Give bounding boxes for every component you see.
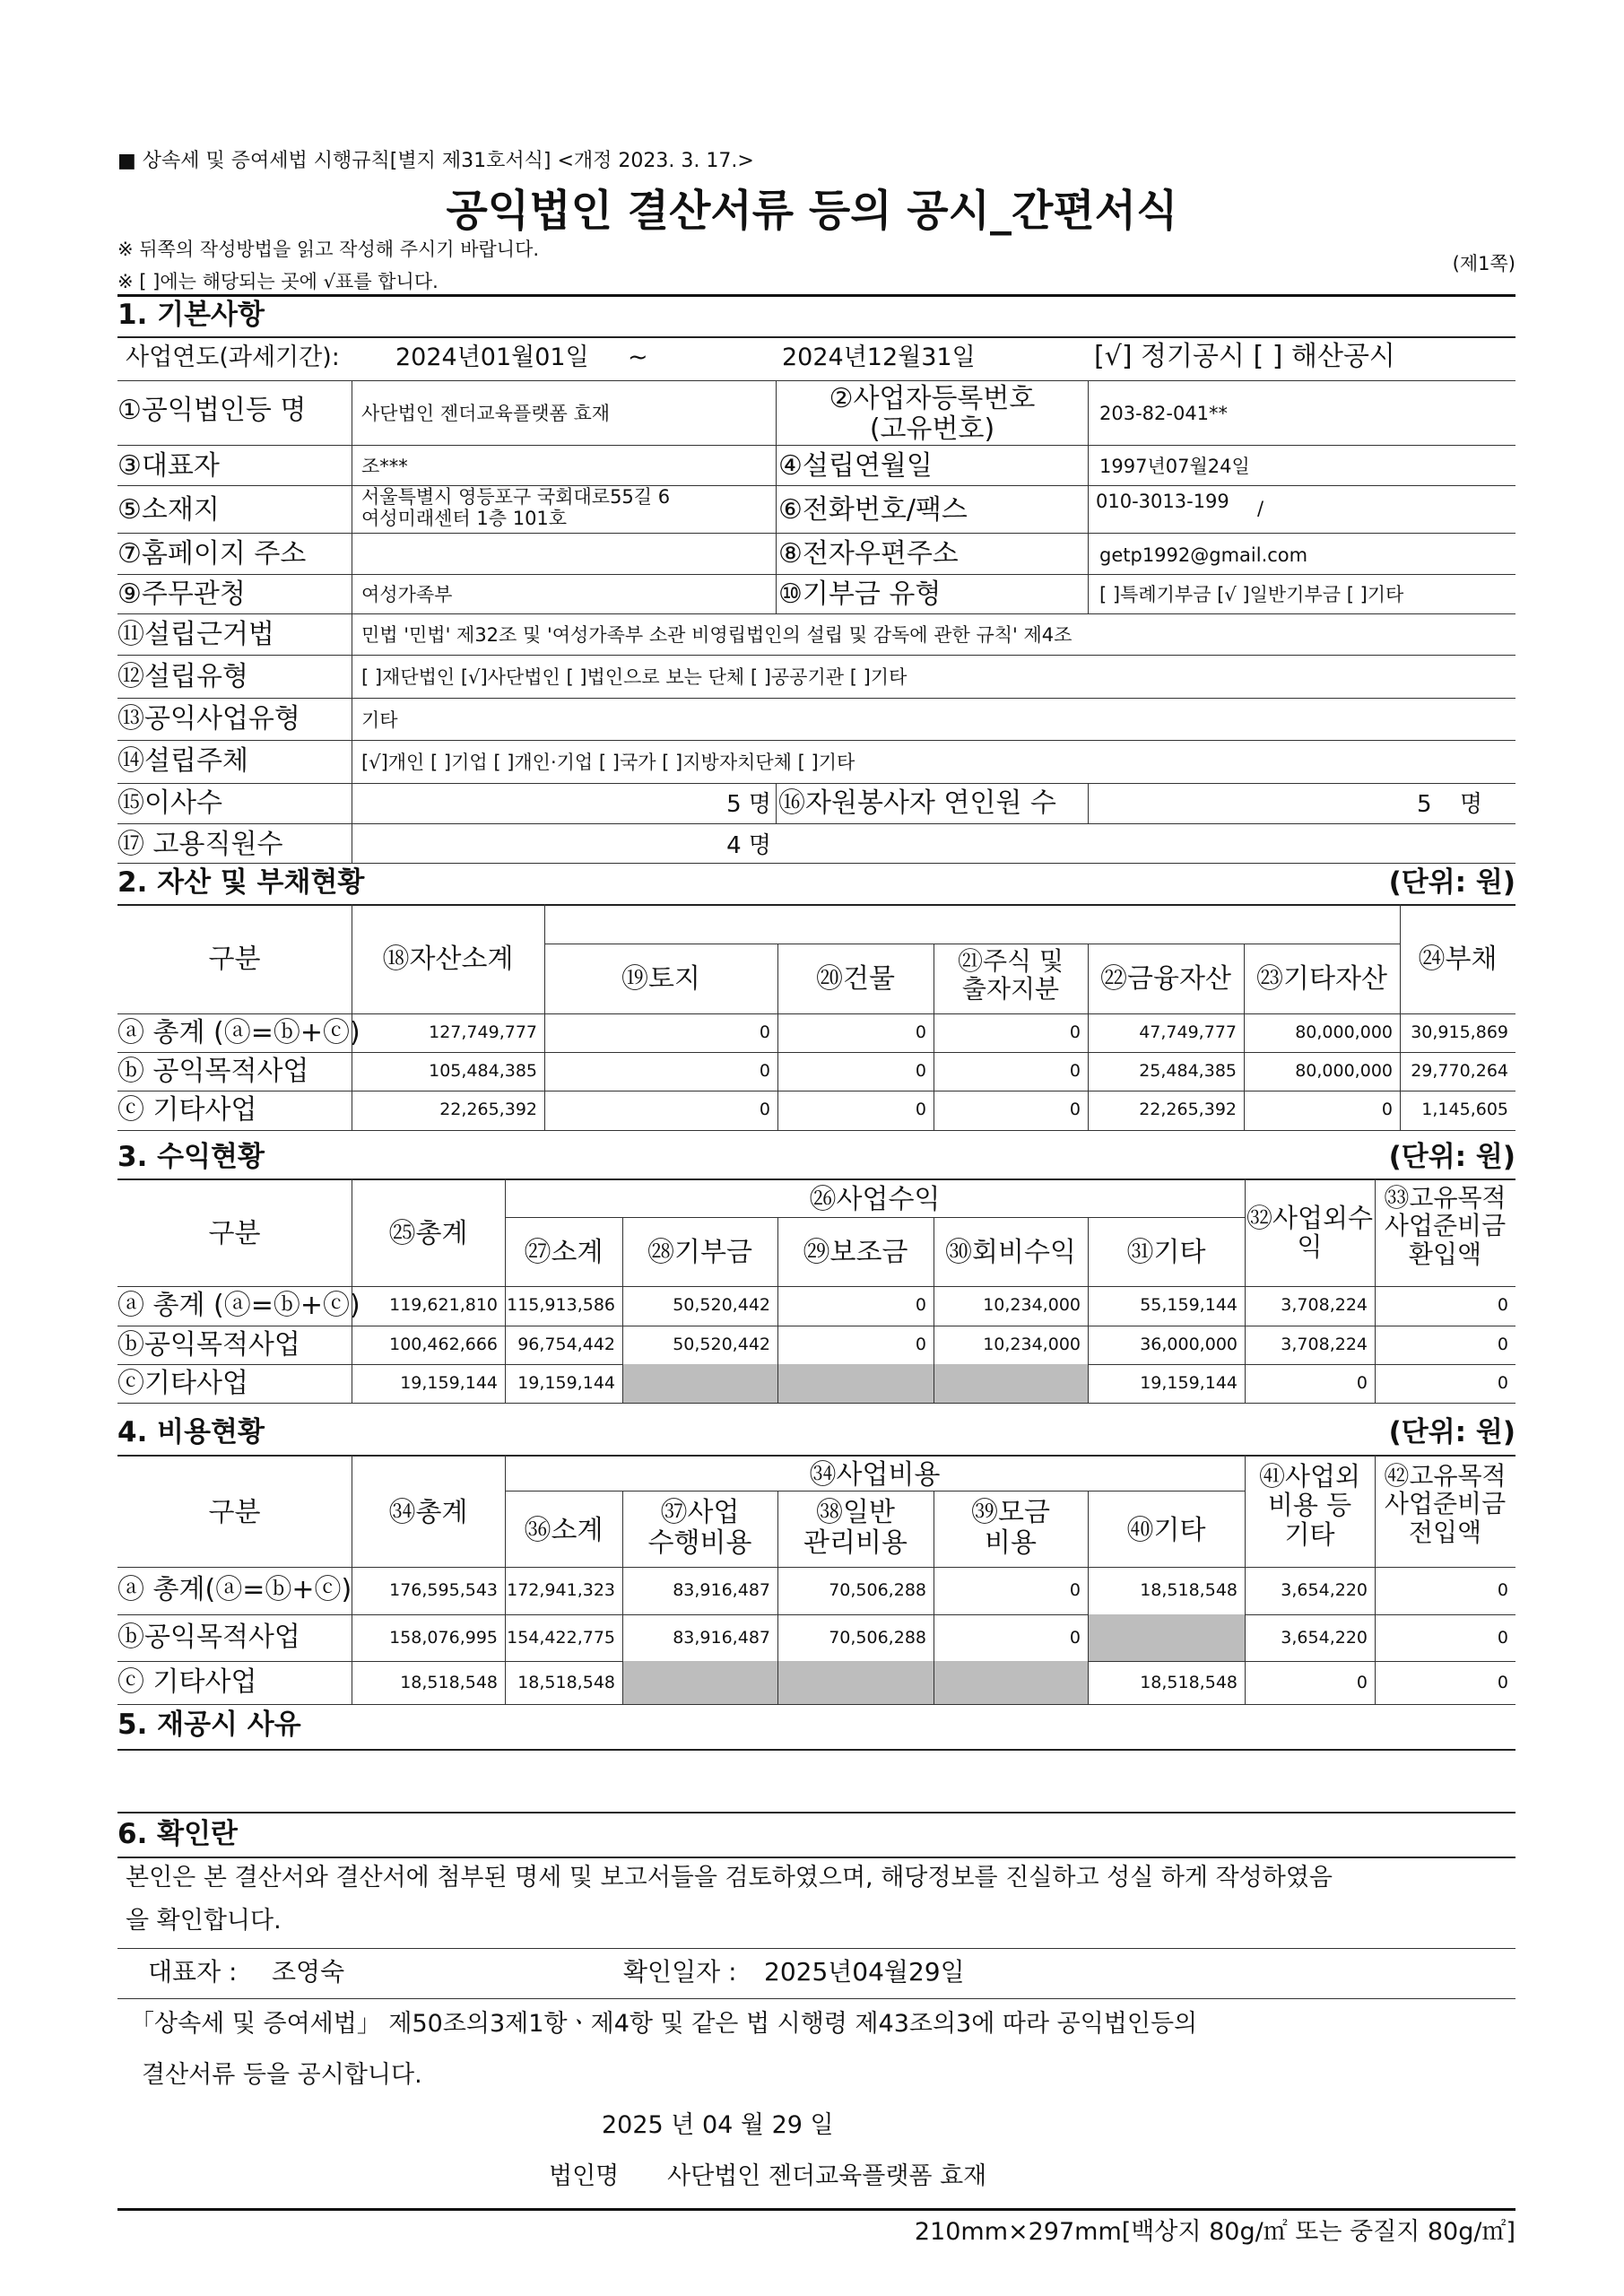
org-name-label: ①공익법인등 명 — [117, 395, 307, 426]
founding-type-label: ⑫설립유형 — [117, 661, 248, 692]
founding-date-value: 1997년07월24일 — [1099, 456, 1250, 477]
directors-count-label: ⑮이사수 — [117, 787, 222, 819]
expense-col-business: ㉞사업비용 — [809, 1459, 941, 1491]
public-business-type-label: ⑬공익사업유형 — [117, 703, 300, 735]
law-statement-line2: 결산서류 등을 공시합니다. — [142, 2061, 422, 2089]
paper-spec: 210mm×297mm[백상지 80g/㎡ 또는 중질지 80g/㎡] — [914, 2218, 1515, 2246]
fiscal-period-label: 사업연도(과세기간): — [126, 344, 340, 371]
representative-label: ③대표자 — [117, 450, 220, 482]
expense-col-etc: ㊵기타 — [1126, 1515, 1206, 1546]
assets-col-total: ⑱자산소계 — [382, 944, 514, 975]
founding-date-label: ④설립연월일 — [778, 450, 933, 482]
address-label: ⑤소재지 — [117, 494, 220, 526]
expense-shaded-cells — [622, 1661, 1088, 1704]
address-value-line2: 여성미래센터 1층 101호 — [361, 508, 568, 529]
business-reg-label: ②사업자등록번호 (고유번호) — [829, 383, 1036, 445]
instruction-note: ※ 뒤쪽의 작성방법을 읽고 작성해 주시기 바랍니다. — [117, 239, 540, 260]
assets-unit: (단위: 원) — [1388, 866, 1515, 899]
revenue-col-subtotal: ㉗소계 — [524, 1237, 604, 1268]
page-number: (제1쪽) — [1452, 253, 1515, 274]
checkbox-note: ※ [ ]에는 해당되는 곳에 √표를 합니다. — [117, 271, 439, 292]
supervising-agency-value: 여성가족부 — [361, 584, 453, 605]
revenue-col-donation: ㉘기부금 — [647, 1237, 752, 1268]
disclosure-type: [√] 정기공시 [ ] 해산공시 — [1094, 341, 1395, 372]
expense-col-gubun: 구분 — [208, 1497, 261, 1528]
legal-basis-value: 민법 '민법' 제32조 및 '여성가족부 소관 비영립법인의 설립 및 감독에 관한 규칙' 제4조 — [361, 624, 1073, 646]
confirmation-date-label: 확인일자 : — [623, 1957, 737, 1987]
page-title: 공익법인 결산서류 등의 공시_간편서식 — [446, 186, 1178, 236]
section-assets-heading: 2. 자산 및 부채현황 — [117, 866, 365, 899]
revenue-unit: (단위: 원) — [1388, 1141, 1515, 1173]
volunteers-count-value: 5 — [1417, 791, 1432, 818]
org-name-value: 사단법인 젠더교육플랫폼 효재 — [361, 403, 611, 424]
fiscal-period-end: 2024년12월31일 — [782, 344, 976, 371]
revenue-col-reserve: ㉝고유목적 사업준비금 환입액 — [1384, 1183, 1507, 1269]
email-label: ⑧전자우편주소 — [778, 538, 959, 570]
donation-type-value: [ ]특례기부금 [√ ]일반기부금 [ ]기타 — [1099, 584, 1404, 605]
confirmation-statement-line2: 을 확인합니다. — [126, 1907, 282, 1935]
expense-unit: (단위: 원) — [1388, 1416, 1515, 1448]
confirmation-date-value: 2025년04월29일 — [764, 1957, 965, 1987]
representative-sign-name: 조영숙 — [272, 1957, 345, 1987]
email-value: getp1992@gmail.com — [1099, 544, 1308, 566]
founder-type-label: ⑭설립주체 — [117, 745, 248, 777]
revenue-col-subsidy: ㉙보조금 — [803, 1237, 908, 1268]
assets-col-other: ㉓기타자산 — [1256, 963, 1387, 995]
assets-col-building: ⑳건물 — [816, 963, 895, 995]
corporation-name-label: 법인명 — [549, 2162, 620, 2190]
fiscal-period-tilde: ~ — [628, 344, 648, 371]
founding-type-value: [ ]재단법인 [√]사단법인 [ ]법인으로 보는 단체 [ ]공공기관 [ ]기타 — [361, 666, 908, 688]
revenue-col-etc: ㉛기타 — [1126, 1237, 1206, 1268]
confirmation-statement-line1: 본인은 본 결산서와 결산서에 첨부된 명세 및 보고서들을 검토하였으며, 해당정보를 진실하고 성실 하게 작성하였음 — [126, 1864, 1333, 1892]
revenue-col-gubun: 구분 — [208, 1218, 261, 1249]
supervising-agency-label: ⑨주무관청 — [117, 578, 246, 610]
expense-col-subtotal: ㊱소계 — [524, 1515, 604, 1546]
expense-col-admin: ㊳일반 관리비용 — [803, 1497, 908, 1559]
assets-col-debt: ㉔부채 — [1418, 944, 1498, 975]
form-reference: ■ 상속세 및 증여세법 시행규칙[별지 제31호서식] <개정 2023. 3. 17.> — [117, 150, 754, 172]
volunteers-count-label: ⑯자원봉사자 연인원 수 — [778, 787, 1056, 819]
phone-value: 010-3013-199 — [1096, 491, 1229, 512]
revenue-col-nonbusiness: ㉜사업외수 익 — [1246, 1203, 1374, 1263]
section-revenue-heading: 3. 수익현황 — [117, 1141, 265, 1173]
phone-fax-label: ⑥전화번호/팩스 — [778, 494, 968, 526]
homepage-label: ⑦홈페이지 주소 — [117, 538, 307, 570]
expense-col-total: ㉞총계 — [388, 1497, 468, 1528]
expense-col-nonbusiness: ㊶사업외 비용 등 기타 — [1258, 1461, 1361, 1550]
public-business-type-value: 기타 — [361, 709, 398, 731]
section-expense-heading: 4. 비용현황 — [117, 1416, 265, 1448]
section-redisclosure-heading: 5. 재공시 사유 — [117, 1709, 301, 1741]
corporation-name-value: 사단법인 젠더교육플랫폼 효재 — [667, 2162, 987, 2190]
directors-count-value: 5 명 — [726, 791, 771, 818]
revenue-col-fee: ㉚회비수익 — [945, 1237, 1076, 1268]
legal-basis-label: ⑪설립근거법 — [117, 619, 274, 650]
section-confirm-heading: 6. 확인란 — [117, 1818, 238, 1850]
fiscal-period-start: 2024년01월01일 — [395, 344, 589, 371]
volunteers-count-unit: 명 — [1460, 791, 1483, 818]
expense-shaded-etc-cell — [1088, 1614, 1245, 1661]
representative-sign-label: 대표자 : — [148, 1957, 238, 1987]
employees-count-value: 4 명 — [726, 832, 771, 859]
expense-col-reserve: ㊷고유목적 사업준비금 전입액 — [1384, 1461, 1507, 1547]
assets-col-gubun: 구분 — [208, 944, 261, 975]
revenue-col-total: ㉕총계 — [388, 1218, 468, 1249]
expense-col-fundraising: ㊴모금 비용 — [971, 1497, 1050, 1559]
employees-count-label: ⑰ 고용직원수 — [117, 829, 283, 860]
representative-value: 조*** — [361, 456, 408, 477]
assets-col-land: ⑲토지 — [621, 963, 700, 995]
revenue-shaded-cells — [622, 1364, 1088, 1403]
fax-separator: / — [1257, 498, 1264, 519]
assets-col-stock: ㉑주식 및 출자지분 — [957, 946, 1064, 1004]
assets-col-financial: ㉒금융자산 — [1100, 963, 1231, 995]
section-basic-heading: 1. 기본사항 — [117, 299, 265, 331]
founder-type-value: [√]개인 [ ]기업 [ ]개인·기업 [ ]국가 [ ]지방자치단체 [ ]기타 — [361, 752, 855, 773]
donation-type-label: ⑩기부금 유형 — [778, 578, 942, 610]
revenue-col-business: ㉖사업수익 — [809, 1184, 941, 1215]
expense-col-performance: ㊲사업 수행비용 — [647, 1497, 752, 1559]
law-statement-line1: 「상속세 및 증여세법」 제50조의3제1항ㆍ제4항 및 같은 법 시행령 제43조의3에 따라 공익법인등의 — [130, 2010, 1198, 2038]
disclosure-date: 2025 년 04 월 29 일 — [602, 2111, 834, 2139]
business-reg-value: 203-82-041** — [1099, 403, 1229, 424]
address-value-line1: 서울특별시 영등포구 국회대로55길 6 — [361, 486, 671, 508]
